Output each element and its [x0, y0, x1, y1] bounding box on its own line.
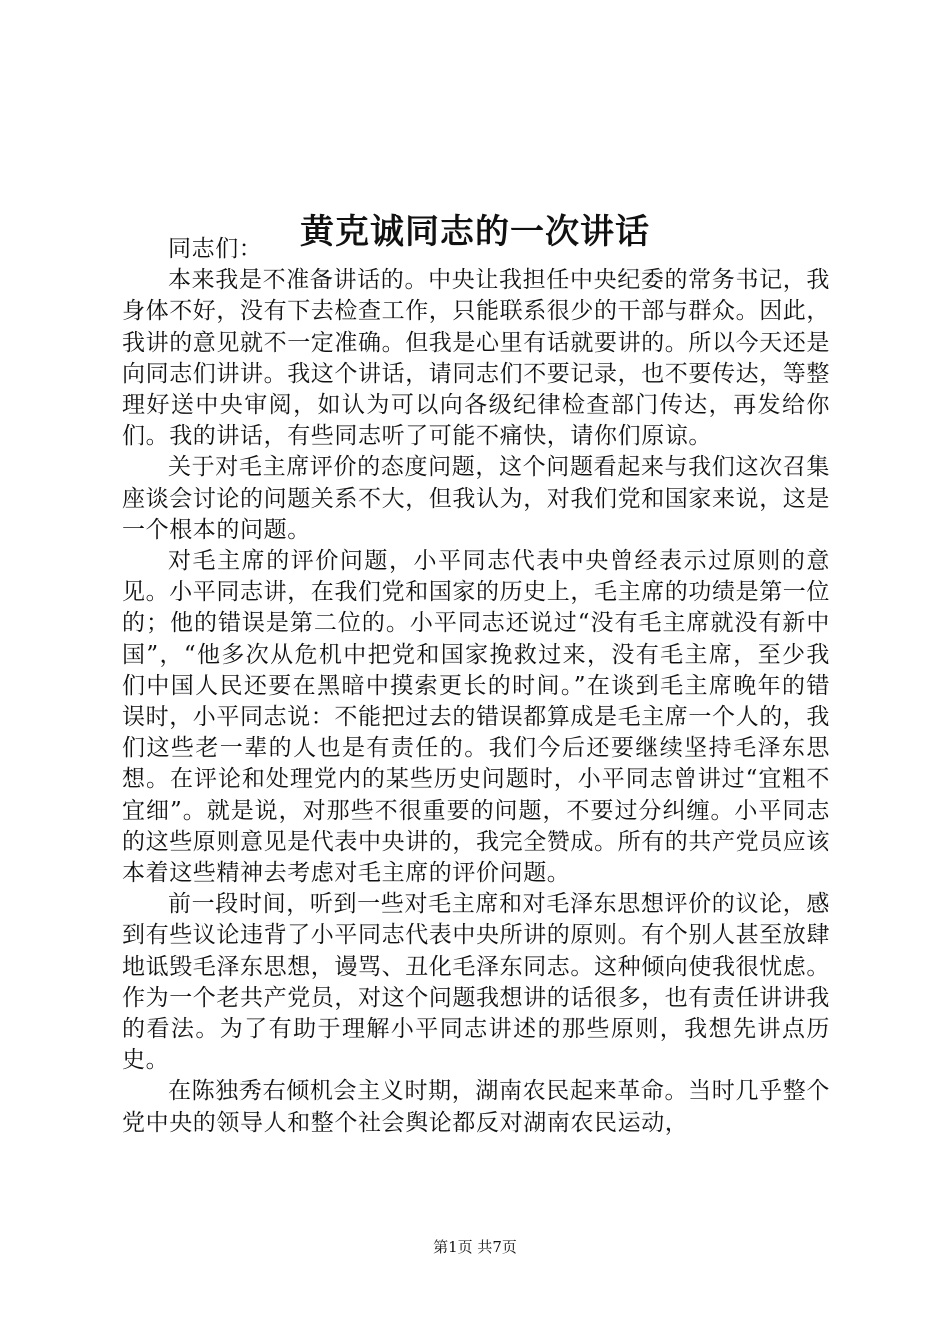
salutation: 同志们：: [168, 236, 263, 262]
paragraph-5: 在陈独秀右倾机会主义时期，湖南农民起来革命。当时几乎整个党中央的领导人和整个社会舆论都反对湖南农民运动，: [122, 1078, 830, 1136]
paragraph-4: 前一段时间，听到一些对毛主席和对毛泽东思想评价的议论，感到有些议论违背了小平同志代表中央所讲的原则。有个别人甚至放肆地诋毁毛泽东思想，谩骂、丑化毛泽东同志。这种倾向使我很忧虑。作为一个老共产党员，对这个问题我想讲的话很多，也有责任讲讲我的看法。为了有助于理解小平同志讲述的那些原则，我想先讲点历史。: [122, 891, 830, 1074]
paragraph-3: 对毛主席的评价问题，小平同志代表中央曾经表示过原则的意见。小平同志讲，在我们党和国家的历史上，毛主席的功绩是第一位的；他的错误是第二位的。小平同志还说过“没有毛主席就没有新中国”，“他多次从危机中把党和国家挽救过来，没有毛主席，至少我们中国人民还要在黑暗中摸索更长的时间。”在谈到毛主席晚年的错误时，小平同志说：不能把过去的错误都算成是毛主席一个人的，我们这些老一辈的人也是有责任的。我们今后还要继续坚持毛泽东思想。在评论和处理党内的某些历史问题时，小平同志曾讲过“宜粗不宜细”。就是说，对那些不很重要的问题，不要过分纠缠。小平同志的这些原则意见是代表中央讲的，我完全赞成。所有的共产党员应该本着这些精神去考虑对毛主席的评价问题。: [122, 548, 830, 887]
paragraph-2: 关于对毛主席评价的态度问题，这个问题看起来与我们这次召集座谈会讨论的问题关系不大，但我认为，对我们党和国家来说，这是一个根本的问题。: [122, 454, 830, 543]
document-body: [122, 234, 830, 1139]
paragraph-1: 本来我是不准备讲话的。中央让我担任中央纪委的常务书记，我身体不好，没有下去检查工作，只能联系很少的干部与群众。因此，我讲的意见就不一定准确。但我是心里有话就要讲的。所以今天还是向同志们讲讲。我这个讲话，请同志们不要记录，也不要传达，等整理好送中央审阅，如认为可以向各级纪律检查部门传达，再发给你们。我的讲话，有些同志听了可能不痛快，请你们原谅。: [122, 267, 830, 450]
page-number-footer: 第1页 共7页: [433, 1238, 517, 1256]
document-title: 黄克诚同志的一次讲话: [300, 211, 650, 252]
